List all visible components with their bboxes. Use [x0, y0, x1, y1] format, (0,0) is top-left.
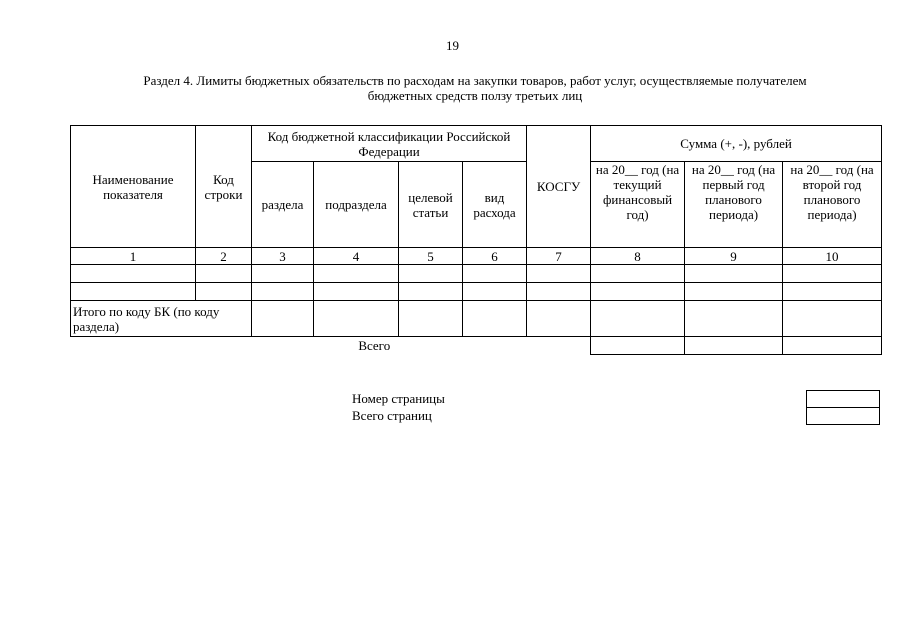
header-budget-classification: Код бюджетной классификации Российской Федерации — [252, 126, 527, 162]
empty-cell[interactable] — [783, 265, 882, 283]
column-number: 4 — [314, 248, 399, 265]
empty-cell[interactable] — [196, 283, 252, 301]
empty-cell[interactable] — [399, 301, 463, 337]
header-sum: Сумма (+, -), рублей — [591, 126, 882, 162]
empty-cell[interactable] — [591, 337, 685, 355]
empty-cell[interactable] — [399, 283, 463, 301]
header-target-article: целевой статьи — [399, 162, 463, 248]
page-number: 19 — [446, 38, 459, 53]
empty-cell[interactable] — [314, 301, 399, 337]
empty-cell[interactable] — [196, 265, 252, 283]
empty-cell[interactable] — [71, 265, 196, 283]
page-info-labels — [352, 390, 445, 424]
page-number-label: Номер страницы — [352, 391, 445, 406]
column-number: 1 — [71, 248, 196, 265]
empty-cell[interactable] — [71, 283, 196, 301]
total-pages-box[interactable] — [807, 408, 880, 425]
empty-cell[interactable] — [252, 265, 314, 283]
column-number: 8 — [591, 248, 685, 265]
column-number: 3 — [252, 248, 314, 265]
empty-cell[interactable] — [463, 283, 527, 301]
column-number: 7 — [527, 248, 591, 265]
total-by-bk-row — [71, 301, 882, 337]
section-title-line-1: Раздел 4. Лимиты бюджетных обязательств по расходам на закупки товаров, работ услуг, осуществляемые получателем — [143, 73, 807, 88]
column-number-row — [71, 248, 882, 265]
header-year-plan-second: на 20__ год (на второй год планового периода) — [783, 162, 882, 248]
header-year-plan-first: на 20__ год (на первый год планового периода) — [685, 162, 783, 248]
empty-cell[interactable] — [314, 283, 399, 301]
empty-cell[interactable] — [252, 301, 314, 337]
total-by-bk-label: Итого по коду БК (по коду раздела) — [71, 301, 252, 337]
empty-cell[interactable] — [527, 301, 591, 337]
section-title — [70, 73, 880, 103]
column-number: 10 — [783, 248, 882, 265]
empty-cell[interactable] — [314, 265, 399, 283]
empty-cell[interactable] — [783, 283, 882, 301]
empty-cell[interactable] — [591, 265, 685, 283]
empty-cell[interactable] — [463, 301, 527, 337]
column-number: 9 — [685, 248, 783, 265]
limits-table — [70, 125, 882, 355]
empty-cell[interactable] — [591, 301, 685, 337]
header-year-current: на 20__ год (на текущий финансовый год) — [591, 162, 685, 248]
page-info-boxes — [806, 390, 880, 425]
column-number: 2 — [196, 248, 252, 265]
header-row-code: Код строки — [196, 126, 252, 248]
empty-cell[interactable] — [783, 301, 882, 337]
empty-cell[interactable] — [685, 337, 783, 355]
empty-cell[interactable] — [685, 283, 783, 301]
header-expense-type: вид расхода — [463, 162, 527, 248]
empty-cell[interactable] — [591, 283, 685, 301]
empty-cell[interactable] — [252, 283, 314, 301]
column-number: 6 — [463, 248, 527, 265]
header-subsection: подраздела — [314, 162, 399, 248]
header-kosgu: КОСГУ — [527, 126, 591, 248]
empty-cell[interactable] — [527, 283, 591, 301]
header-section: раздела — [252, 162, 314, 248]
page-number-box[interactable] — [807, 391, 880, 408]
empty-cell[interactable] — [685, 301, 783, 337]
grand-total-row — [71, 337, 882, 355]
total-pages-label: Всего страниц — [352, 408, 432, 423]
empty-cell[interactable] — [685, 265, 783, 283]
column-number: 5 — [399, 248, 463, 265]
empty-cell[interactable] — [463, 265, 527, 283]
section-title-line-2: бюджетных средств ползу третьих лиц — [367, 88, 583, 103]
header-indicator-name: Наименование показателя — [71, 126, 196, 248]
empty-cell[interactable] — [527, 265, 591, 283]
empty-cell[interactable] — [783, 337, 882, 355]
empty-cell[interactable] — [399, 265, 463, 283]
grand-total-label: Всего — [71, 337, 591, 355]
table-row — [71, 265, 882, 283]
table-row — [71, 283, 882, 301]
